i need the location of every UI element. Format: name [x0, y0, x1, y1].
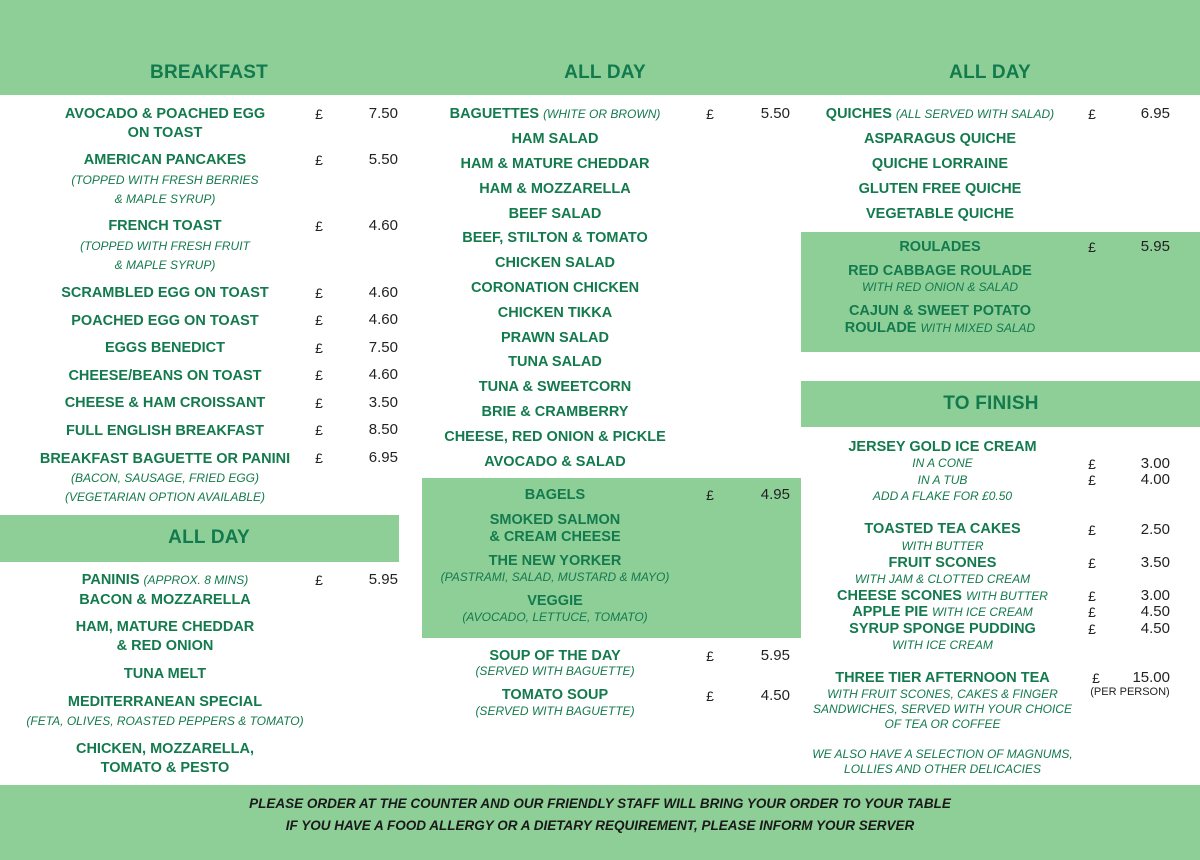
menu-item-name: SOUP OF THE DAY [489, 648, 621, 664]
menu-footnote: WE ALSO HAVE A SELECTION OF MAGNUMS, [812, 747, 1073, 761]
currency-symbol: £ [1092, 670, 1100, 686]
menu-item-name: BREAKFAST BAGUETTE OR PANINI [39, 451, 291, 467]
menu-item-description: (VEGETARIAN OPTION AVAILABLE) [64, 490, 266, 504]
menu-item-price: 3.50 [1140, 554, 1170, 571]
currency-symbol: £ [315, 218, 323, 234]
menu-item-name: BACON & MOZZARELLA [79, 592, 251, 608]
paninis-title-note: (APPROX. 8 MINS) [143, 573, 249, 587]
all-day-header-right: ALL DAY [949, 62, 1031, 83]
menu-item-name: HAM & MOZZARELLA [479, 181, 631, 197]
baguettes-title-label: BAGUETTES [449, 106, 540, 122]
menu-item-name [790, 588, 1095, 605]
menu-item-name: TUNA & SWEETCORN [478, 379, 632, 395]
menu-item-price: 6.95 [368, 449, 398, 466]
menu-item-name [790, 604, 1095, 621]
menu-item-price: 4.00 [1140, 471, 1170, 488]
paninis-price: 5.95 [368, 571, 398, 588]
menu-item-name: CHICKEN SALAD [494, 255, 616, 271]
menu-item-price: 5.95 [760, 647, 790, 664]
menu-item-name: SYRUP SPONGE PUDDING [849, 621, 1036, 637]
menu-item-price: 7.50 [368, 105, 398, 122]
menu-item-name: CHEESE/BEANS ON TOAST [68, 368, 262, 384]
currency-symbol: £ [315, 422, 323, 438]
menu-item-description: & MAPLE SYRUP) [114, 192, 216, 206]
menu-item-name: CHICKEN, MOZZARELLA, [75, 741, 254, 757]
currency-symbol: £ [1088, 106, 1096, 122]
roulade-note: WITH MIXED SALAD [920, 321, 1036, 335]
menu-item-name: AMERICAN PANCAKES [83, 152, 247, 168]
menu-item-name: TUNA MELT [123, 666, 207, 682]
menu-item-name: CHEESE, RED ONION & PICKLE [444, 429, 666, 445]
menu-item-name: TOASTED TEA CAKES [864, 521, 1021, 537]
baguettes-title [405, 106, 705, 123]
price-note: (PER PERSON) [1090, 686, 1170, 698]
menu-item-price: 4.50 [760, 687, 790, 704]
menu-item-name: BRIE & CRAMBERRY [481, 404, 629, 420]
quiches-title [790, 106, 1090, 123]
footer-line-allergy: IF YOU HAVE A FOOD ALLERGY OR A DIETARY REQUIREMENT, PLEASE INFORM YOUR SERVER [285, 818, 915, 833]
menu-item-name: VEGGIE [527, 593, 583, 609]
menu-item-name: THREE TIER AFTERNOON TEA [835, 670, 1050, 686]
menu-item-name: SMOKED SALMON [489, 512, 621, 528]
bagels-price: 4.95 [760, 486, 790, 503]
menu-item-description: SANDWICHES, SERVED WITH YOUR CHOICE [813, 702, 1072, 716]
menu-item-description: & MAPLE SYRUP) [114, 258, 216, 272]
roulade-name-line2: ROULADE [844, 320, 917, 336]
currency-symbol: £ [1088, 522, 1096, 538]
menu-item-name: SCRAMBLED EGG ON TOAST [61, 285, 269, 301]
menu-item-description: IN A CONE [912, 456, 973, 470]
menu-item-description: WITH JAM & CLOTTED CREAM [854, 572, 1031, 586]
menu-item-name: TOMATO & PESTO [100, 760, 230, 776]
menu-item-price: 3.00 [1140, 455, 1170, 472]
menu-item-description: (PASTRAMI, SALAD, MUSTARD & MAYO) [440, 570, 670, 584]
menu-item-description: (AVOCADO, LETTUCE, TOMATO) [462, 610, 648, 624]
menu-item-price: 3.50 [368, 394, 398, 411]
currency-symbol: £ [706, 487, 714, 503]
menu-item-price: 15.00 [1132, 669, 1170, 686]
currency-symbol: £ [706, 688, 714, 704]
menu-item-description: WITH FRUIT SCONES, CAKES & FINGER [827, 687, 1058, 701]
currency-symbol: £ [315, 312, 323, 328]
currency-symbol: £ [315, 106, 323, 122]
menu-item-name: ON TOAST [127, 125, 203, 141]
menu-item-description: OF TEA OR COFFEE [884, 717, 1001, 731]
menu-item-name: POACHED EGG ON TOAST [71, 313, 259, 329]
menu-item-description: (SERVED WITH BAGUETTE) [475, 704, 635, 718]
currency-symbol: £ [315, 152, 323, 168]
cheese-scones-note: WITH BUTTER [965, 589, 1048, 603]
menu-item-description: (SERVED WITH BAGUETTE) [475, 664, 635, 678]
apple-pie-label: APPLE PIE [852, 604, 929, 620]
menu-item-name: BEEF SALAD [508, 206, 602, 222]
menu-item-description: (FETA, OLIVES, ROASTED PEPPERS & TOMATO) [26, 714, 304, 728]
currency-symbol: £ [315, 340, 323, 356]
paninis-title-label: PANINIS [81, 572, 140, 588]
currency-symbol: £ [315, 450, 323, 466]
currency-symbol: £ [1088, 604, 1096, 620]
quiches-title-note: (ALL SERVED WITH SALAD) [895, 107, 1055, 121]
apple-pie-note: WITH ICE CREAM [932, 605, 1033, 619]
menu-item-price: 4.60 [368, 311, 398, 328]
menu-item-name: GLUTEN FREE QUICHE [858, 181, 1022, 197]
menu-item-name: & RED ONION [116, 638, 214, 654]
menu-item-price: 4.50 [1140, 620, 1170, 637]
menu-item-name: EGGS BENEDICT [104, 340, 226, 356]
menu-item-price: 4.60 [368, 217, 398, 234]
menu-item-description: (TOPPED WITH FRESH BERRIES [71, 173, 259, 187]
cheese-scones-label: CHEESE SCONES [837, 588, 962, 604]
menu-item-price: 3.00 [1140, 587, 1170, 604]
menu-item-price: 2.50 [1140, 521, 1170, 538]
currency-symbol: £ [1088, 456, 1096, 472]
currency-symbol: £ [315, 367, 323, 383]
all-day-header-left: ALL DAY [168, 527, 250, 548]
to-finish-header: TO FINISH [943, 393, 1039, 414]
currency-symbol: £ [315, 572, 323, 588]
menu-item-price: 4.60 [368, 284, 398, 301]
menu-item-name: VEGETABLE QUICHE [866, 206, 1014, 222]
currency-symbol: £ [1088, 472, 1096, 488]
menu-item-name: CHICKEN TIKKA [497, 305, 613, 321]
quiches-title-label: QUICHES [825, 106, 892, 122]
menu-item-description: ADD A FLAKE FOR £0.50 [872, 489, 1013, 503]
menu-item-name: RED CABBAGE ROULADE [848, 263, 1032, 279]
currency-symbol: £ [315, 395, 323, 411]
menu-item-name: QUICHE LORRAINE [871, 156, 1009, 172]
menu-item-name: HAM & MATURE CHEDDAR [460, 156, 650, 172]
quiches-price: 6.95 [1140, 105, 1170, 122]
all-day-header-middle: ALL DAY [564, 62, 646, 83]
menu-item-name: AVOCADO & POACHED EGG [64, 106, 266, 122]
menu-item-name: FULL ENGLISH BREAKFAST [66, 423, 264, 439]
menu-item-description: (BACON, SAUSAGE, FRIED EGG) [70, 471, 260, 485]
menu-item-price: 4.50 [1140, 603, 1170, 620]
baguettes-title-note: (WHITE OR BROWN) [543, 107, 661, 121]
menu-item-name: JERSEY GOLD ICE CREAM [848, 439, 1037, 455]
menu-item-name: HAM SALAD [511, 131, 599, 147]
breakfast-header: BREAKFAST [150, 62, 268, 83]
menu-item-name: HAM, MATURE CHEDDAR [75, 619, 255, 635]
menu-item-price: 4.60 [368, 366, 398, 383]
currency-symbol: £ [1088, 555, 1096, 571]
menu-item-name: FRENCH TOAST [108, 218, 222, 234]
paninis-title [15, 572, 315, 589]
menu-item-name: FRUIT SCONES [888, 555, 997, 571]
roulades-title: ROULADES [899, 239, 981, 255]
currency-symbol: £ [706, 106, 714, 122]
currency-symbol: £ [315, 285, 323, 301]
menu-item-price: 5.50 [368, 151, 398, 168]
menu-item-name: ASPARAGUS QUICHE [864, 131, 1016, 147]
currency-symbol: £ [1088, 588, 1096, 604]
menu-item-name: TUNA SALAD [508, 354, 602, 370]
menu-item-name: PRAWN SALAD [501, 330, 609, 346]
footer-line-order: PLEASE ORDER AT THE COUNTER AND OUR FRIENDLY STAFF WILL BRING YOUR ORDER TO YOUR TABLE [249, 796, 951, 811]
menu-item-name: CAJUN & SWEET POTATO [848, 303, 1032, 319]
menu-item-price: 8.50 [368, 421, 398, 438]
menu-item-price: 7.50 [368, 339, 398, 356]
menu-footnote: LOLLIES AND OTHER DELICACIES [844, 762, 1041, 776]
currency-symbol: £ [1088, 239, 1096, 255]
menu-item-description: WITH RED ONION & SALAD [861, 280, 1019, 294]
currency-symbol: £ [1088, 621, 1096, 637]
menu-item-name: TOMATO SOUP [501, 687, 609, 703]
roulades-price: 5.95 [1140, 238, 1170, 255]
menu-item-description: WITH BUTTER [901, 539, 984, 553]
menu-item-name: BEEF, STILTON & TOMATO [462, 230, 648, 246]
bagels-title: BAGELS [524, 487, 586, 503]
currency-symbol: £ [706, 648, 714, 664]
baguettes-price: 5.50 [760, 105, 790, 122]
menu-item-description: (TOPPED WITH FRESH FRUIT [80, 239, 250, 253]
menu-item-name [790, 320, 1090, 337]
menu-item-name: CORONATION CHICKEN [470, 280, 640, 296]
menu-item-name: AVOCADO & SALAD [484, 454, 626, 470]
menu-item-description: WITH ICE CREAM [892, 638, 993, 652]
menu-item-description: IN A TUB [917, 473, 968, 487]
menu-item-name: & CREAM CHEESE [489, 529, 621, 545]
menu-item-name: CHEESE & HAM CROISSANT [64, 395, 266, 411]
menu-item-name: MEDITERRANEAN SPECIAL [67, 694, 263, 710]
menu-item-name: THE NEW YORKER [488, 553, 622, 569]
